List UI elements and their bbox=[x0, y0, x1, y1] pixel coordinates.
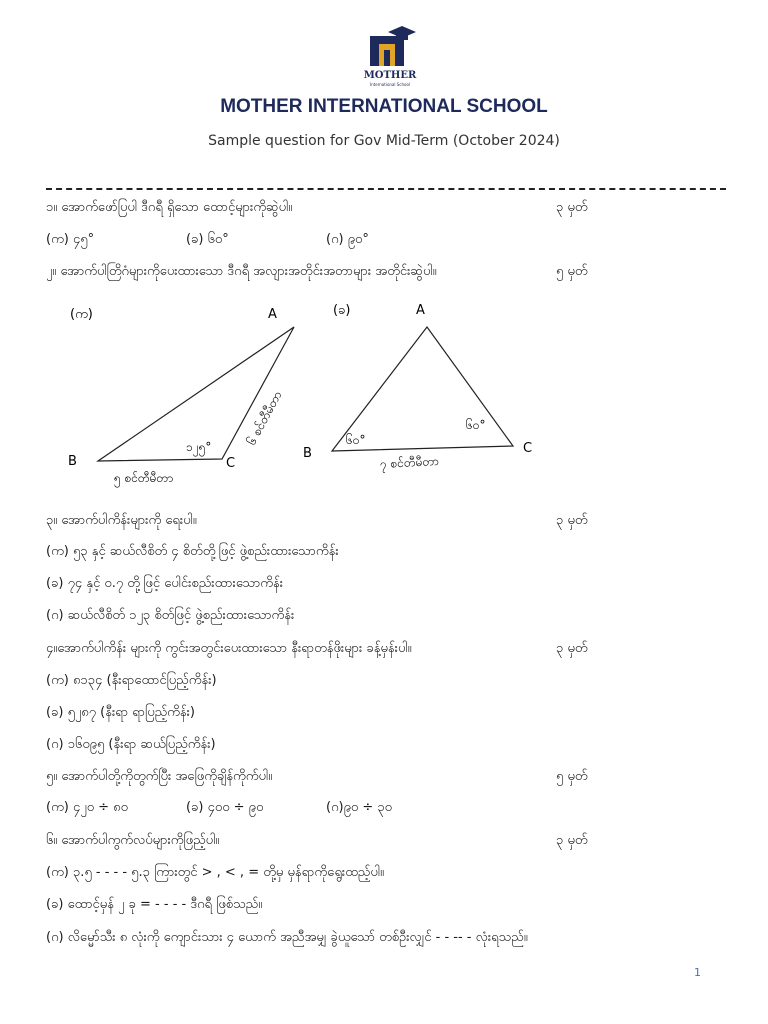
fig-a-vertex-b: B bbox=[68, 454, 77, 469]
q5-text: ၅။ အောက်ပါတို့ကိုတွက်ပြီး အဖြေကိုချိန်ကိုက်ပါ။ bbox=[46, 769, 273, 784]
q1-marks: ၃ မှတ် bbox=[556, 200, 588, 215]
dashed-divider bbox=[46, 188, 726, 190]
q4-item-b: (ခ) ၅၂၈၇ (နီးရာ ရာပြည့်ကိန်း) bbox=[46, 705, 195, 720]
q6-item-a: (က) ၃.၅ - - - - ၅.၃ ကြားတွင် > , < , = တို့မှ မှန်ရာကိုရွေးထည့်ပါ။ bbox=[46, 865, 384, 880]
triangle-a bbox=[98, 327, 294, 461]
q6-marks: ၃ မှတ် bbox=[556, 833, 588, 848]
q4-item-c: (ဂ) ၁၆၀၉၅ (နီးရာ ဆယ်ပြည့်ကိန်း) bbox=[46, 737, 216, 752]
q1-text: ၁။ အောက်ဖော်ပြပါ ဒီဂရီ ရှိသော ထောင့်များကိုဆွဲပါ။ bbox=[46, 200, 293, 215]
q3-marks: ၃ မှတ် bbox=[556, 513, 588, 528]
fig-a-label: (က) bbox=[70, 307, 93, 322]
q5-option-c: (ဂ)၉၀ ÷ ၃၀ bbox=[326, 800, 392, 815]
fig-a-side-ac: ၆ စင်တီမီတာ bbox=[244, 388, 285, 448]
fig-b-vertex-a: A bbox=[416, 303, 425, 318]
q3-item-c: (ဂ) ဆယ်လီစိတ် ၁၂၃ စိတ်ဖြင့် ဖွဲ့စည်းထားသောကိန်း bbox=[46, 608, 295, 623]
q2-text: ၂။ အောက်ပါတြိဂံများကိုပေးထားသော ဒီဂရီ အလျားအတိုင်းအတာများ အတိုင်းဆွဲပါ။ bbox=[46, 264, 437, 279]
q1-option-c: (ဂ) ၉၀° bbox=[326, 232, 369, 247]
q6-text: ၆။ အောက်ပါကွက်လပ်များကိုဖြည့်ပါ။ bbox=[46, 833, 220, 848]
q1-option-b: (ခ) ၆၀° bbox=[186, 232, 229, 247]
fig-a-side-bc: ၅ စင်တီမီတာ bbox=[114, 471, 174, 485]
page-number: 1 bbox=[694, 966, 701, 979]
q5-option-a: (က) ၄၂၀ ÷ ၈၀ bbox=[46, 800, 128, 815]
fig-a-angle: ၁၂၅° bbox=[186, 440, 212, 454]
q5-option-b: (ခ) ၄၀၀ ÷ ၉၀ bbox=[186, 800, 264, 815]
logo-text: MOTHER bbox=[363, 70, 417, 81]
fig-b-vertex-c: C bbox=[523, 441, 533, 456]
q4-item-a: (က) ၈၁၃၄ (နီးရာထောင်ပြည့်ကိန်း) bbox=[46, 673, 217, 688]
logo-emblem bbox=[370, 36, 404, 66]
school-name: MOTHER INTERNATIONAL SCHOOL bbox=[220, 96, 548, 117]
fig-b-side-bc: ၇ စင်တီမီတာ bbox=[379, 453, 440, 471]
q2-marks: ၅ မှတ် bbox=[556, 264, 588, 279]
q3-item-b: (ခ) ၇၄ နှင့် ၀.၇ တို့ဖြင့် ပေါင်းစည်းထားသောကိန်း bbox=[46, 576, 284, 591]
q1-option-a: (က) ၄၅° bbox=[46, 232, 95, 247]
exam-subtitle: Sample question for Gov Mid-Term (October 2024) bbox=[208, 133, 560, 149]
fig-b-label: (ခ) bbox=[333, 303, 351, 318]
fig-a-vertex-a: A bbox=[268, 307, 277, 322]
fig-a-vertex-c: C bbox=[226, 456, 236, 471]
fig-b-vertex-b: B bbox=[303, 446, 312, 461]
fig-b-angle-b: ၆၀° bbox=[346, 433, 366, 447]
q3-text: ၃။ အောက်ပါကိန်းများကို ရေးပါ။ bbox=[46, 513, 197, 528]
q6-item-c: (ဂ) လိမ္မော်သီး ၈ လုံးကို ကျောင်းသား ၄ ယောက် အညီအမျှ ခွဲယူသော် တစ်ဦးလျှင် - - -- - လုံးရသည်။ bbox=[46, 930, 528, 945]
q5-marks: ၅ မှတ် bbox=[556, 769, 588, 784]
q4-marks: ၃ မှတ် bbox=[556, 641, 588, 656]
q3-item-a: (က) ၅၃ နှင့် ဆယ်လီစိတ် ၄ စိတ်တို့ဖြင့် ဖွဲ့စည်းထားသောကိန်း bbox=[46, 544, 339, 559]
logo-subtext: International School bbox=[369, 82, 411, 87]
triangle-b bbox=[332, 327, 513, 451]
q4-text: ၄။အောက်ပါကိန်း များကို ကွင်းအတွင်းပေးထားသော နီးရာတန်ဖိုးများ ခန့်မှန်းပါ။ bbox=[46, 641, 412, 656]
school-logo bbox=[360, 26, 420, 90]
q6-item-b: (ခ) ထောင့်မှန် ၂ ခု = - - - - ဒီဂရီ ဖြစ်သည်။ bbox=[46, 897, 263, 912]
fig-b-angle-c: ၆၀° bbox=[466, 418, 486, 432]
